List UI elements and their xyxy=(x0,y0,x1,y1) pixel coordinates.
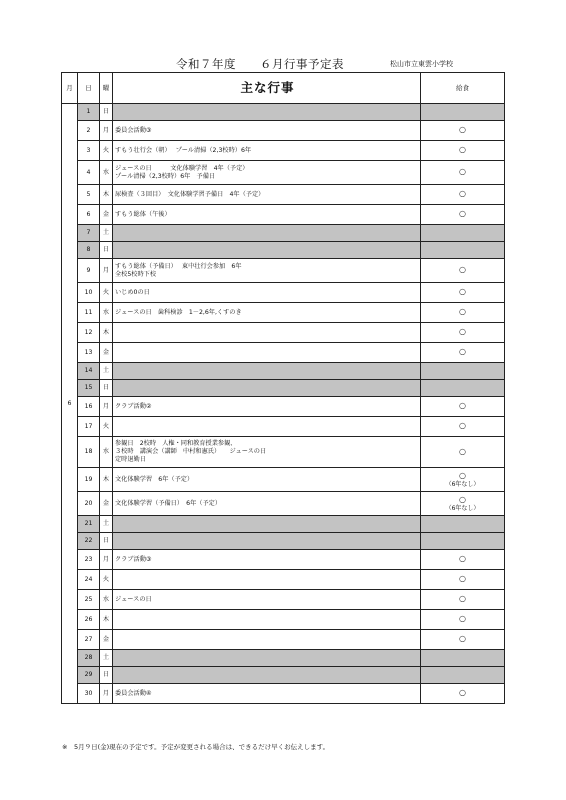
event-text: 文化体験学習 6年（予定） xyxy=(115,475,194,483)
weekday-cell: 火 xyxy=(100,417,113,437)
lunch-cell xyxy=(421,205,505,225)
lunch-cell xyxy=(421,397,505,417)
weekday-cell: 火 xyxy=(100,283,113,303)
lunch-served-mark: ○ xyxy=(459,167,466,176)
table-row xyxy=(62,104,505,121)
lunch-cell xyxy=(421,242,505,259)
events-cell xyxy=(113,380,421,397)
lunch-served-mark: ○ xyxy=(459,307,466,316)
lunch-served-mark: ○ xyxy=(459,347,466,356)
header-events: 主な行事 xyxy=(113,73,421,104)
day-cell: 13 xyxy=(78,343,100,363)
event-text: 定時退勤日 xyxy=(115,456,146,463)
table-row xyxy=(62,516,505,533)
lunch-served-mark: ○ xyxy=(459,421,466,430)
weekday-cell: 月 xyxy=(100,550,113,570)
lunch-cell xyxy=(421,570,505,590)
day-cell: 10 xyxy=(78,283,100,303)
events-cell xyxy=(113,121,421,141)
lunch-cell xyxy=(421,550,505,570)
day-cell: 1 xyxy=(78,104,100,121)
event-text: すもう壮行会（朝） プール清掃（2,3校時）6年 xyxy=(115,146,252,154)
weekday-cell: 水 xyxy=(100,161,113,185)
lunch-cell xyxy=(421,363,505,380)
weekday-cell: 金 xyxy=(100,630,113,650)
events-cell xyxy=(113,185,421,205)
events-cell xyxy=(113,610,421,630)
day-cell: 23 xyxy=(78,550,100,570)
weekday-cell: 月 xyxy=(100,684,113,704)
lunch-cell xyxy=(421,259,505,283)
day-cell: 15 xyxy=(78,380,100,397)
day-cell: 30 xyxy=(78,684,100,704)
events-cell xyxy=(113,205,421,225)
header-month: 月 xyxy=(62,73,78,104)
day-cell: 18 xyxy=(78,437,100,468)
lunch-served-mark: ○ xyxy=(459,145,466,154)
event-text: 委員会活動④ xyxy=(115,689,152,697)
weekday-cell: 月 xyxy=(100,121,113,141)
lunch-cell xyxy=(421,610,505,630)
lunch-served-mark: ○ xyxy=(459,209,466,218)
day-cell: 12 xyxy=(78,323,100,343)
lunch-served-mark: ○ xyxy=(459,554,466,563)
lunch-cell xyxy=(421,650,505,667)
table-row xyxy=(62,141,505,161)
weekday-cell: 土 xyxy=(100,225,113,242)
event-text: クラブ活動③ xyxy=(115,555,152,563)
lunch-cell xyxy=(421,667,505,684)
day-cell: 19 xyxy=(78,468,100,492)
events-cell xyxy=(113,104,421,121)
weekday-cell: 火 xyxy=(100,570,113,590)
event-text: すもう総体（午後） xyxy=(115,210,171,218)
events-cell xyxy=(113,650,421,667)
events-cell xyxy=(113,141,421,161)
event-text: ３校時 講演会（講師 中村和憲氏） ジュースの日 xyxy=(115,448,267,455)
schedule-table xyxy=(61,72,505,704)
lunch-served-mark: ○ xyxy=(459,688,466,697)
event-text: 文化体験学習（予備日） 6年（予定） xyxy=(115,499,222,507)
document-title: 令和７年度 ６月行事予定表 xyxy=(176,57,344,71)
day-cell: 6 xyxy=(78,205,100,225)
table-row xyxy=(62,205,505,225)
lunch-served-mark: ○ xyxy=(459,574,466,583)
day-cell: 5 xyxy=(78,185,100,205)
lunch-cell xyxy=(421,684,505,704)
lunch-cell xyxy=(421,492,505,516)
lunch-cell xyxy=(421,121,505,141)
school-name: 松山市立東雲小学校 xyxy=(390,60,453,68)
table-row xyxy=(62,468,505,492)
lunch-cell xyxy=(421,283,505,303)
event-text: 委員会活動③ xyxy=(115,126,152,134)
lunch-cell xyxy=(421,468,505,492)
day-cell: 28 xyxy=(78,650,100,667)
weekday-cell: 日 xyxy=(100,380,113,397)
events-cell xyxy=(113,630,421,650)
lunch-served-mark: ○ xyxy=(459,327,466,336)
day-cell: 29 xyxy=(78,667,100,684)
header-lunch: 給食 xyxy=(421,73,505,104)
events-cell xyxy=(113,283,421,303)
events-cell xyxy=(113,161,421,185)
weekday-cell: 金 xyxy=(100,205,113,225)
events-cell xyxy=(113,225,421,242)
weekday-cell: 木 xyxy=(100,610,113,630)
lunch-cell xyxy=(421,104,505,121)
event-text: クラブ活動② xyxy=(115,402,152,410)
weekday-cell: 月 xyxy=(100,259,113,283)
day-cell: 7 xyxy=(78,225,100,242)
table-row xyxy=(62,161,505,185)
events-cell xyxy=(113,417,421,437)
table-row xyxy=(62,363,505,380)
weekday-cell: 日 xyxy=(100,104,113,121)
lunch-cell xyxy=(421,141,505,161)
table-header-row xyxy=(62,73,505,104)
lunch-cell xyxy=(421,303,505,323)
weekday-cell: 日 xyxy=(100,667,113,684)
day-cell: 14 xyxy=(78,363,100,380)
table-row xyxy=(62,303,505,323)
lunch-served-mark: ○ xyxy=(459,265,466,274)
lunch-note: （6年なし） xyxy=(445,504,480,512)
day-cell: 4 xyxy=(78,161,100,185)
table-row xyxy=(62,380,505,397)
footnote: ※ 5月９日(金)現在の予定です。予定が変更される場合は、できるだけ早くお伝えします。 xyxy=(62,743,330,751)
lunch-cell xyxy=(421,417,505,437)
table-row xyxy=(62,590,505,610)
day-cell: 8 xyxy=(78,242,100,259)
schedule-body xyxy=(62,104,505,704)
event-text: すもう総体（予備日） 東中壮行会参加 6年 xyxy=(115,262,242,270)
weekday-cell: 金 xyxy=(100,492,113,516)
table-row xyxy=(62,397,505,417)
events-cell xyxy=(113,684,421,704)
header-weekday: 曜 xyxy=(100,73,113,104)
day-cell: 22 xyxy=(78,533,100,550)
table-row xyxy=(62,533,505,550)
event-text: ジュースの日 歯科検診 1－2,6年,くすのき xyxy=(115,308,242,316)
event-text: プール清掃（2,3校時）6年 予備日 xyxy=(115,172,216,180)
table-row xyxy=(62,185,505,205)
weekday-cell: 木 xyxy=(100,185,113,205)
table-row xyxy=(62,667,505,684)
table-row xyxy=(62,630,505,650)
lunch-cell xyxy=(421,225,505,242)
weekday-cell: 火 xyxy=(100,141,113,161)
events-cell xyxy=(113,570,421,590)
event-text: 全校5校時下校 xyxy=(115,270,157,278)
day-cell: 16 xyxy=(78,397,100,417)
lunch-served-mark: ○ xyxy=(459,614,466,623)
event-text: ジュースの日 xyxy=(115,595,152,603)
lunch-note: （6年なし） xyxy=(445,480,480,488)
weekday-cell: 水 xyxy=(100,437,113,468)
table-row xyxy=(62,610,505,630)
events-cell xyxy=(113,590,421,610)
weekday-cell: 水 xyxy=(100,590,113,610)
document-header xyxy=(0,56,566,72)
day-cell: 11 xyxy=(78,303,100,323)
lunch-cell xyxy=(421,343,505,363)
table-row xyxy=(62,570,505,590)
events-cell xyxy=(113,437,421,468)
lunch-served-mark: ○ xyxy=(459,401,466,410)
table-row xyxy=(62,684,505,704)
events-cell xyxy=(113,323,421,343)
events-cell xyxy=(113,259,421,283)
table-row xyxy=(62,121,505,141)
table-row xyxy=(62,492,505,516)
lunch-cell xyxy=(421,185,505,205)
events-cell xyxy=(113,363,421,380)
weekday-cell: 金 xyxy=(100,343,113,363)
lunch-served-mark: ○ xyxy=(459,470,466,480)
weekday-cell: 月 xyxy=(100,397,113,417)
day-cell: 26 xyxy=(78,610,100,630)
events-cell xyxy=(113,516,421,533)
day-cell: 21 xyxy=(78,516,100,533)
weekday-cell: 土 xyxy=(100,650,113,667)
events-cell xyxy=(113,397,421,417)
day-cell: 9 xyxy=(78,259,100,283)
weekday-cell: 木 xyxy=(100,323,113,343)
event-text: いじめ0の日 xyxy=(115,288,150,296)
day-cell: 24 xyxy=(78,570,100,590)
events-cell xyxy=(113,550,421,570)
lunch-served-mark: ○ xyxy=(459,125,466,134)
event-text: ジュースの日 文化体験学習 4年（予定） xyxy=(115,164,249,172)
day-cell: 2 xyxy=(78,121,100,141)
lunch-served-mark: ○ xyxy=(459,446,466,456)
lunch-cell xyxy=(421,161,505,185)
lunch-served-mark: ○ xyxy=(459,634,466,643)
lunch-cell xyxy=(421,516,505,533)
table-row xyxy=(62,437,505,468)
table-row xyxy=(62,417,505,437)
day-cell: 20 xyxy=(78,492,100,516)
lunch-cell xyxy=(421,630,505,650)
events-cell xyxy=(113,533,421,550)
lunch-served-mark: ○ xyxy=(459,494,466,504)
table-row xyxy=(62,242,505,259)
events-cell xyxy=(113,343,421,363)
lunch-cell xyxy=(421,533,505,550)
weekday-cell: 土 xyxy=(100,363,113,380)
weekday-cell: 木 xyxy=(100,468,113,492)
weekday-cell: 土 xyxy=(100,516,113,533)
lunch-cell xyxy=(421,437,505,468)
table-row xyxy=(62,259,505,283)
events-cell xyxy=(113,242,421,259)
event-text: 参観日 2校時 人権・同和教育授業参観、 xyxy=(115,440,237,447)
table-row xyxy=(62,550,505,570)
event-text: 尿検査（３回目） 文化体験学習予備日 4年（予定） xyxy=(115,190,265,198)
table-row xyxy=(62,343,505,363)
day-cell: 27 xyxy=(78,630,100,650)
lunch-cell xyxy=(421,380,505,397)
lunch-cell xyxy=(421,323,505,343)
lunch-cell xyxy=(421,590,505,610)
day-cell: 25 xyxy=(78,590,100,610)
lunch-served-mark: ○ xyxy=(459,594,466,603)
weekday-cell: 水 xyxy=(100,303,113,323)
day-cell: 3 xyxy=(78,141,100,161)
events-cell xyxy=(113,492,421,516)
day-cell: 17 xyxy=(78,417,100,437)
weekday-cell: 日 xyxy=(100,533,113,550)
month-cell: 6 xyxy=(62,104,78,704)
events-cell xyxy=(113,667,421,684)
weekday-cell: 日 xyxy=(100,242,113,259)
table-row xyxy=(62,650,505,667)
lunch-served-mark: ○ xyxy=(459,287,466,296)
events-cell xyxy=(113,303,421,323)
header-day: 日 xyxy=(78,73,100,104)
table-row xyxy=(62,283,505,303)
events-cell xyxy=(113,468,421,492)
table-row xyxy=(62,323,505,343)
table-row xyxy=(62,225,505,242)
lunch-served-mark: ○ xyxy=(459,189,466,198)
